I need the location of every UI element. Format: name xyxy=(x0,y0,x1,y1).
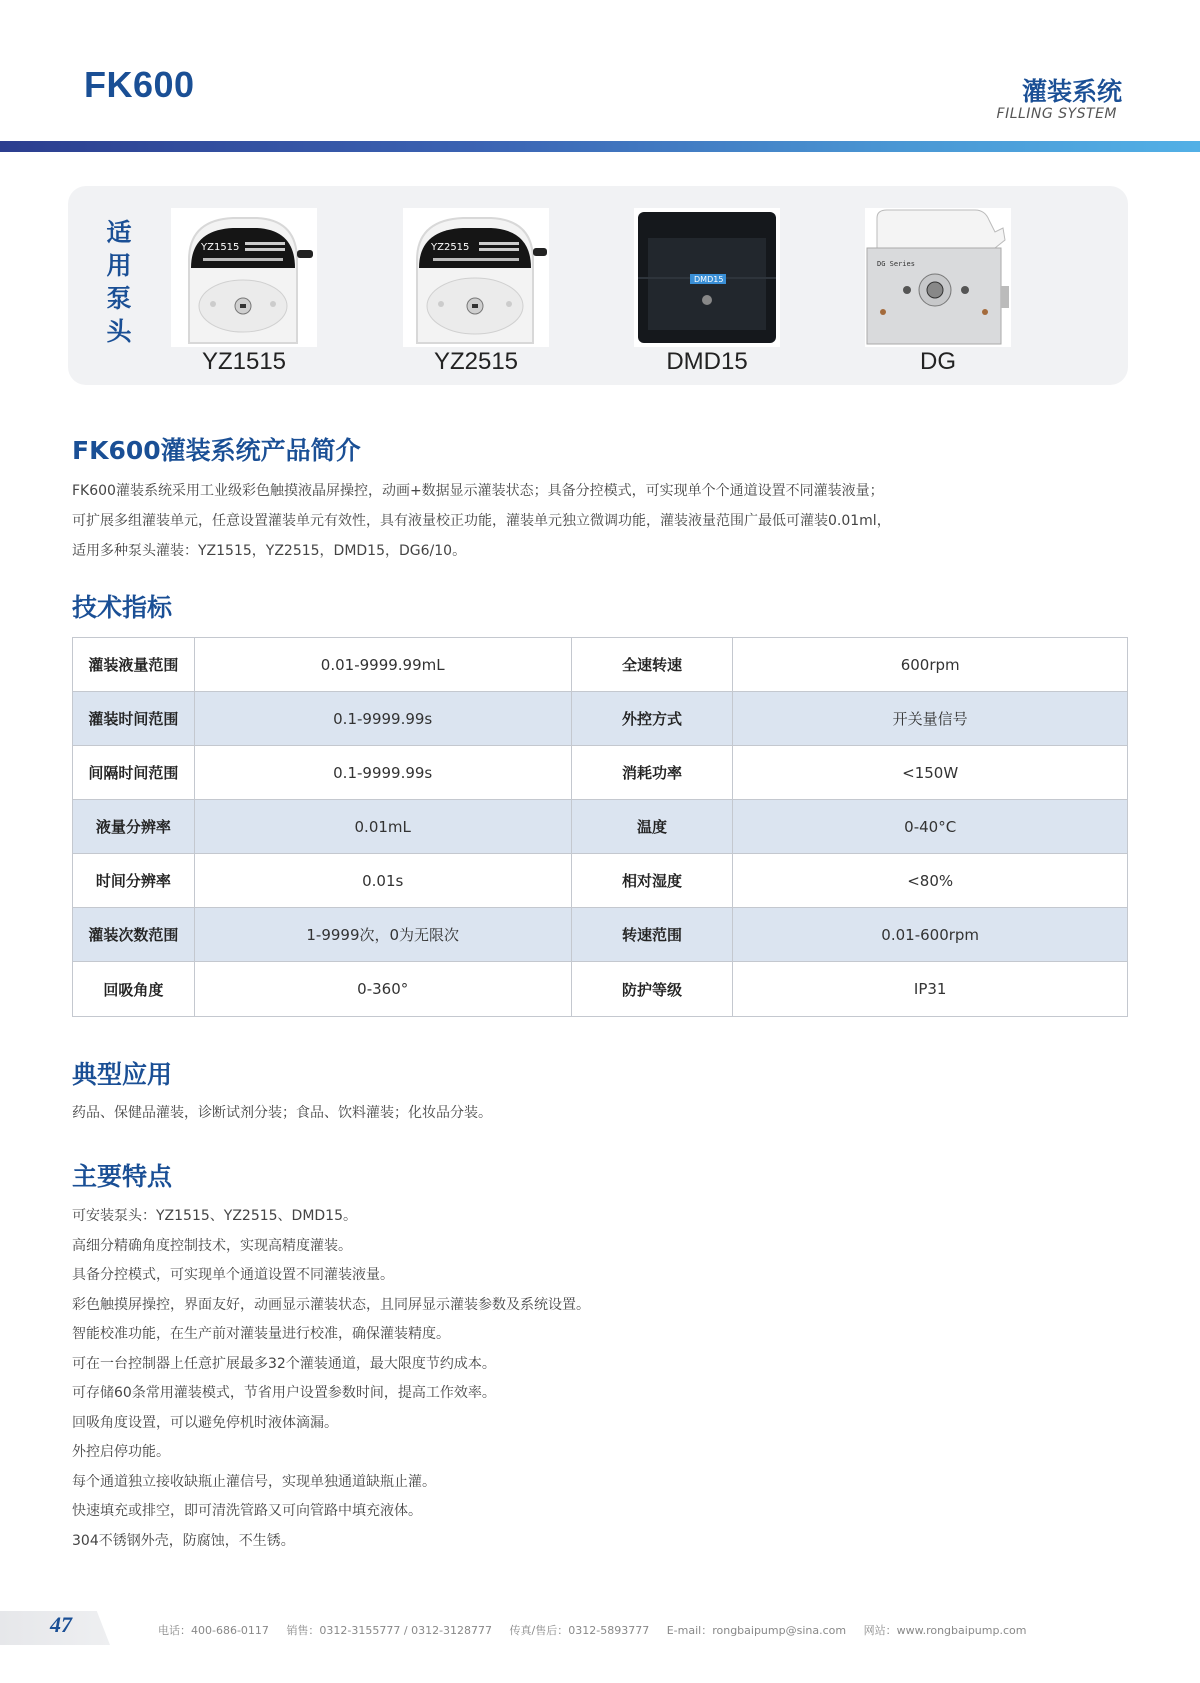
pump-body-text: YZ1515 xyxy=(201,242,240,253)
list-item: 每个通道独立接收缺瓶止灌信号，实现单独通道缺瓶止灌。 xyxy=(72,1473,436,1490)
pump-head-image xyxy=(865,208,1011,347)
table-row xyxy=(73,908,1128,962)
pump-heads-label-char: 头 xyxy=(106,317,132,346)
list-item: 快速填充或排空，即可清洗管路又可向管路中填充液体。 xyxy=(72,1503,422,1519)
spec-value: 0.1-9999.99s xyxy=(194,692,571,746)
spec-value: 0.1-9999.99s xyxy=(194,746,571,800)
spec-label: 液量分辨率 xyxy=(73,800,195,854)
list-item: 具备分控模式，可实现单个通道设置不同灌装液量。 xyxy=(72,1267,394,1283)
list-item: 回吸角度设置，可以避免停机时液体滴漏。 xyxy=(72,1414,338,1431)
table-row xyxy=(73,854,1128,908)
spec-value: 1-9999次，0为无限次 xyxy=(194,908,571,962)
footer-fax: 传真/售后：0312-5893777 xyxy=(509,1624,650,1637)
spec-value: 0-360° xyxy=(194,962,571,1017)
footer-contact xyxy=(158,1622,1040,1638)
spec-label: 时间分辨率 xyxy=(73,854,195,908)
pump-body-text: YZ2515 xyxy=(431,242,470,253)
spec-label: 温度 xyxy=(571,800,733,854)
spec-label: 防护等级 xyxy=(571,962,733,1017)
pump-heads-label xyxy=(104,216,134,348)
pump-head-image xyxy=(634,208,780,347)
spec-table xyxy=(72,637,1128,1017)
pump-heads-label-char: 适 xyxy=(106,218,132,247)
pump-head-name: DG xyxy=(920,348,956,375)
category-title-en: FILLING SYSTEM xyxy=(996,106,1117,122)
spec-value: IP31 xyxy=(733,962,1128,1017)
pump-heads-label-char: 用 xyxy=(106,251,132,280)
spec-value: <150W xyxy=(733,746,1128,800)
intro-line: 适用多种泵头灌装：YZ1515，YZ2515，DMD15，DG6/10。 xyxy=(72,543,467,559)
pump-head-dg xyxy=(838,208,1038,375)
applications-text xyxy=(72,1098,1072,1128)
specs-title: 技术指标 xyxy=(72,593,173,622)
spec-value: 600rpm xyxy=(733,638,1128,692)
table-row xyxy=(73,800,1128,854)
intro-text xyxy=(72,476,1072,566)
table-row xyxy=(73,692,1128,746)
spec-value: 0.01s xyxy=(194,854,571,908)
list-item: 外控启停功能。 xyxy=(72,1444,170,1460)
applications-line: 药品、保健品灌装，诊断试剂分装；食品、饮料灌装；化妆品分装。 xyxy=(72,1105,492,1121)
pump-head-image xyxy=(171,208,317,347)
spec-value: <80% xyxy=(733,854,1128,908)
pump-body-text: DG Series xyxy=(877,260,915,268)
spec-value: 0.01-600rpm xyxy=(733,908,1128,962)
intro-line: 可扩展多组灌装单元，任意设置灌装单元有效性，具有液量校正功能，灌装单元独立微调功能，灌装液量范围广最低可灌装0.01ml， xyxy=(72,513,891,529)
spec-value: 开关量信号 xyxy=(733,692,1128,746)
table-row xyxy=(73,746,1128,800)
pump-body-text: DMD15 xyxy=(694,275,724,284)
category-title-zh: 灌装系统 xyxy=(1021,77,1122,106)
spec-value: 0.01mL xyxy=(194,800,571,854)
spec-label: 灌装时间范围 xyxy=(73,692,195,746)
intro-title: FK600灌装系统产品简介 xyxy=(72,436,361,465)
intro-line: FK600灌装系统采用工业级彩色触摸液晶屏操控，动画+数据显示灌装状态；具备分控模式，可实现单个个通道设置不同灌装液量； xyxy=(72,483,884,499)
list-item: 可在一台控制器上任意扩展最多32个灌装通道，最大限度节约成本。 xyxy=(72,1355,496,1372)
pump-head-name: DMD15 xyxy=(666,348,748,375)
table-row xyxy=(73,962,1128,1017)
spec-label: 相对湿度 xyxy=(571,854,733,908)
footer-website[interactable]: 网站：www.rongbaipump.com xyxy=(863,1624,1027,1637)
footer-email[interactable]: E-mail：rongbaipump@sina.com xyxy=(666,1624,847,1637)
list-item: 可安装泵头：YZ1515、YZ2515、DMD15。 xyxy=(72,1208,357,1224)
list-item: 高细分精确角度控制技术，实现高精度灌装。 xyxy=(72,1237,352,1254)
page-number: 47 xyxy=(50,1612,72,1637)
spec-label: 灌装次数范围 xyxy=(73,908,195,962)
pump-head-yz2515 xyxy=(376,208,576,375)
pump-head-image xyxy=(403,208,549,347)
model-title: FK600 xyxy=(84,64,195,105)
header-gradient-bar xyxy=(0,141,1200,152)
footer-sales: 销售：0312-3155777 / 0312-3128777 xyxy=(286,1624,493,1637)
applications-title: 典型应用 xyxy=(72,1060,173,1089)
list-item: 可存储60条常用灌装模式，节省用户设置参数时间，提高工作效率。 xyxy=(72,1385,496,1401)
spec-label: 全速转速 xyxy=(571,638,733,692)
spec-label: 间隔时间范围 xyxy=(73,746,195,800)
spec-value: 0-40°C xyxy=(733,800,1128,854)
spec-value: 0.01-9999.99mL xyxy=(194,638,571,692)
spec-label: 转速范围 xyxy=(571,908,733,962)
table-row xyxy=(73,638,1128,692)
footer-phone: 电话：400-686-0117 xyxy=(158,1624,269,1637)
pump-head-name: YZ1515 xyxy=(201,348,287,375)
features-title: 主要特点 xyxy=(72,1162,173,1191)
pump-head-name: YZ2515 xyxy=(433,348,519,375)
spec-label: 消耗功率 xyxy=(571,746,733,800)
pump-head-yz1515 xyxy=(144,208,344,375)
spec-label: 外控方式 xyxy=(571,692,733,746)
pump-head-dmd15 xyxy=(607,208,807,375)
feature-list xyxy=(72,1202,590,1556)
pump-heads-label-char: 泵 xyxy=(106,284,132,313)
spec-label: 灌装液量范围 xyxy=(73,638,195,692)
list-item: 智能校准功能，在生产前对灌装量进行校准，确保灌装精度。 xyxy=(72,1326,450,1342)
spec-label: 回吸角度 xyxy=(73,962,195,1017)
list-item: 彩色触摸屏操控，界面友好，动画显示灌装状态，且同屏显示灌装参数及系统设置。 xyxy=(72,1296,590,1313)
list-item: 304不锈钢外壳，防腐蚀，不生锈。 xyxy=(72,1532,295,1549)
